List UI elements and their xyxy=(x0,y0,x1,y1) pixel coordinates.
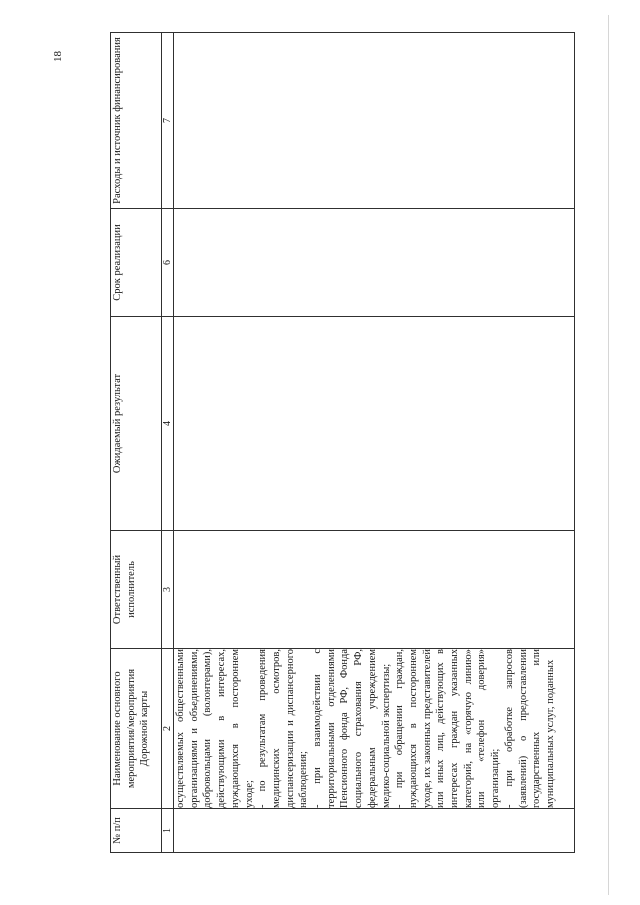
column-number: 7 xyxy=(162,33,174,209)
term-cell xyxy=(174,209,575,317)
roadmap-table xyxy=(110,32,575,853)
header-implementation-term: Срок реализации xyxy=(111,209,162,317)
column-number: 6 xyxy=(162,209,174,317)
column-number-row xyxy=(162,33,174,853)
header-responsible-executor: Ответственный исполнитель xyxy=(111,531,162,649)
column-number: 1 xyxy=(162,809,174,853)
header-measure-name: Наименование основного мероприятия/мероприятия Дорожной карты xyxy=(111,649,162,809)
row-index-cell xyxy=(174,809,575,853)
executor-cell xyxy=(174,531,575,649)
measure-name-cell xyxy=(174,649,575,809)
column-number: 2 xyxy=(162,649,174,809)
header-index: № п/п xyxy=(111,809,162,853)
table-row xyxy=(174,33,575,853)
column-number: 4 xyxy=(162,317,174,531)
expected-result-cell xyxy=(174,317,575,531)
rotated-table-sheet xyxy=(110,33,575,853)
page-edge-divider xyxy=(608,15,609,895)
measure-description-text: осуществляемых общественными организациями и объединениями, добровольцами (волонтерами), действующими в интересах, нуждающихся в постороннем уходе; - по результатам проведения медицинских осмотров, диспансеризации и диспансерного наблюдения; - при взаимодействии с территориальными отделениями Пенсионного фонда РФ, Фонда социального страхования РФ, федеральным учреждением медико-социальной экспертизы; - при обращении граждан, нуждающихся в постороннем уходе, их законных представителей или иных лиц, действующих в интересах граждан указанных категорий, на «горячую линию» или «телефон доверия» организаций; - при обработке запросов (заявлений) о предоставлении государственных или муниципальных услуг, поданных xyxy=(175,649,556,808)
column-number: 3 xyxy=(162,531,174,649)
funding-cell xyxy=(174,33,575,209)
table-header-row xyxy=(111,33,162,853)
page-number: 18 xyxy=(52,51,64,62)
header-expenses-and-funding: Расходы и источник финансирования xyxy=(111,33,162,209)
header-expected-result: Ожидаемый результат xyxy=(111,317,162,531)
